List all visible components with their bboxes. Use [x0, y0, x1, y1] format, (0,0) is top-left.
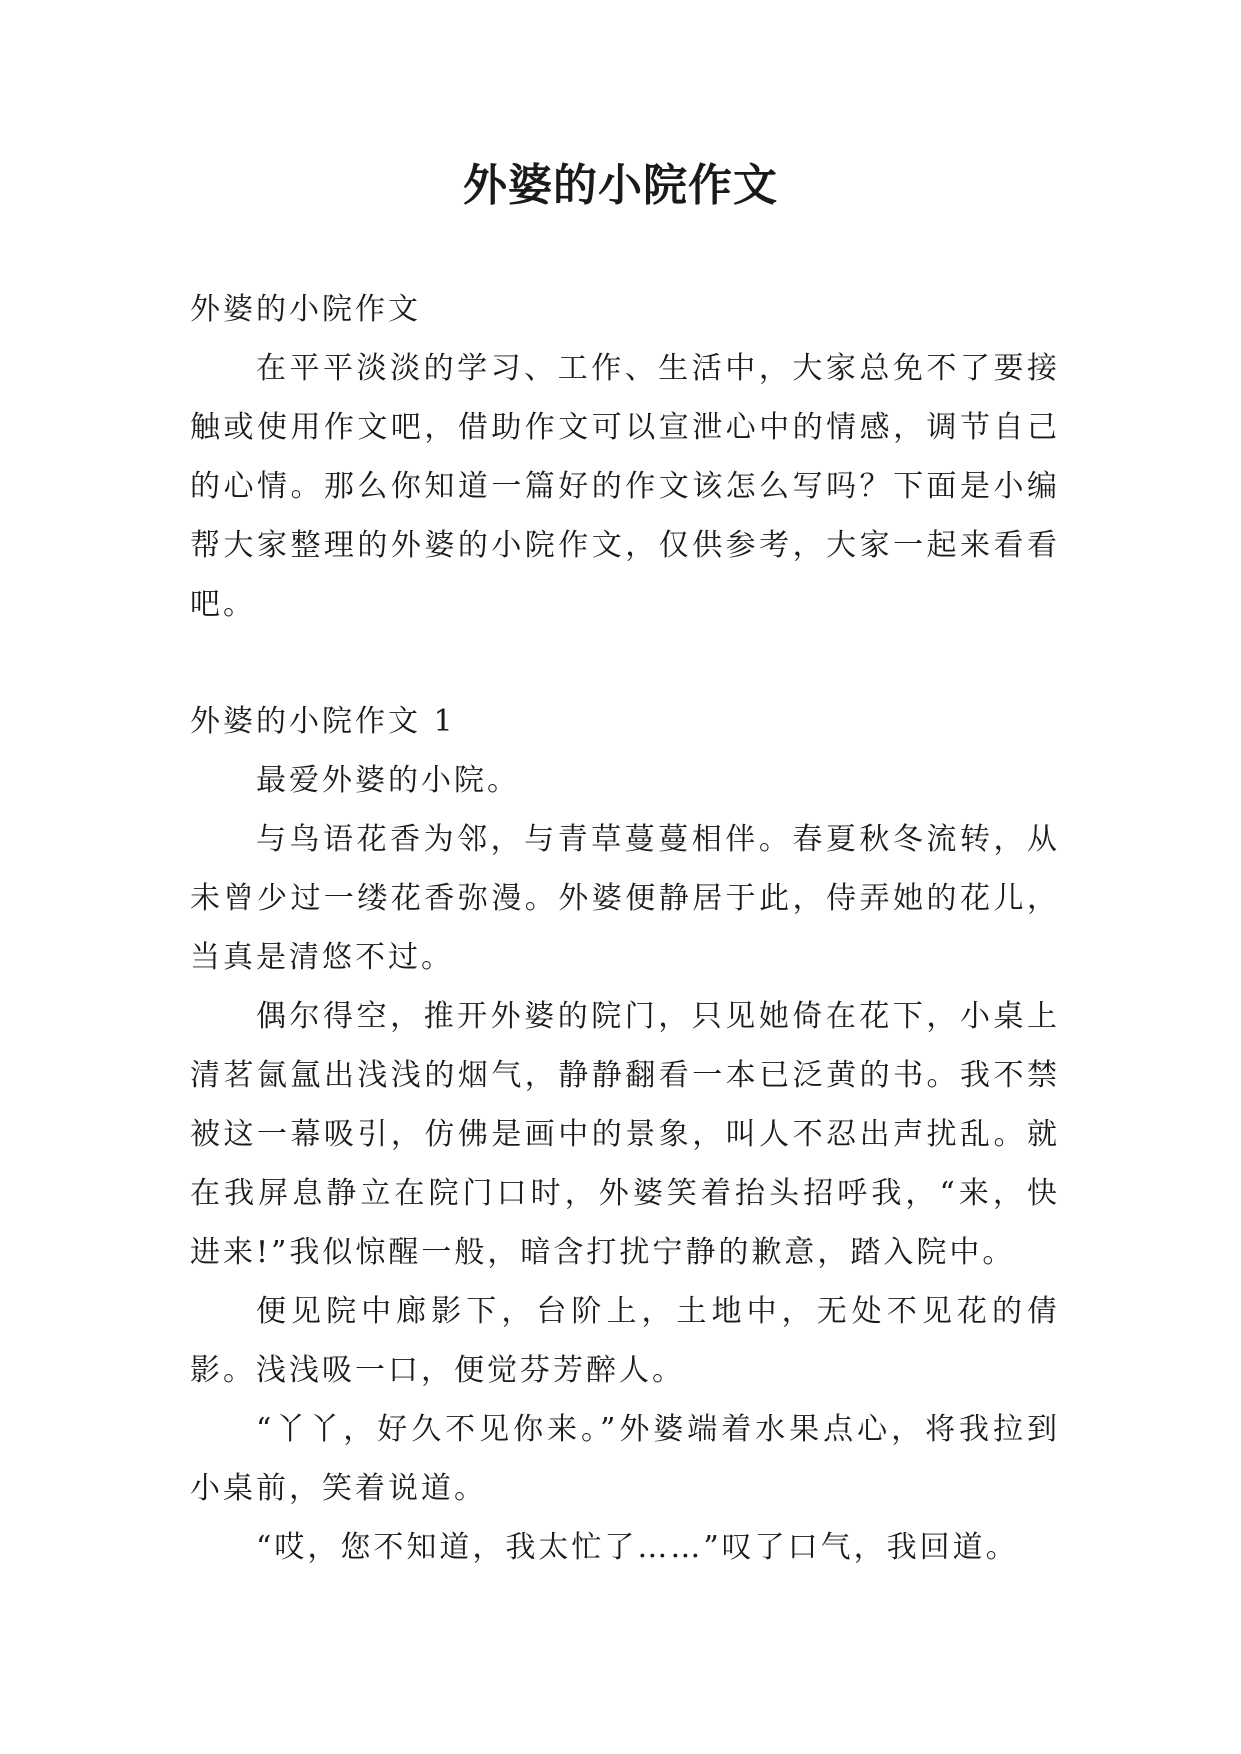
essay-1-paragraph-1: 最爱外婆的小院。 [256, 763, 520, 798]
section-spacer [190, 634, 1060, 692]
essay-1-paragraph-4: 便见院中廊影下，台阶上，土地中，无处不见花的倩影。浅浅吸一口，便觉芬芳醉人。 [190, 1294, 1060, 1388]
intro-paragraph: 在平平淡淡的学习、工作、生活中，大家总免不了要接触或使用作文吧，借助作文可以宣泄心中的情感，调节自己的心情。那么你知道一篇好的作文该怎么写吗？下面是小编帮大家整理的外婆的小院作文，仅供参考，大家一起来看看吧。 [190, 351, 1060, 622]
document-body [190, 280, 1060, 1577]
document-title: 外婆的小院作文 [463, 160, 778, 211]
essay-1-paragraph-5: “丫丫，好久不见你来。”外婆端着水果点心，将我拉到小桌前，笑着说道。 [190, 1412, 1060, 1506]
essay-1-heading: 外婆的小院作文 1 [190, 704, 456, 739]
essay-1-paragraph-3: 偶尔得空，推开外婆的院门，只见她倚在花下，小桌上清茗氤氲出浅浅的烟气，静静翻看一本已泛黄的书。我不禁被这一幕吸引，仿佛是画中的景象，叫人不忍出声扰乱。就在我屏息静立在院门口时，外婆笑着抬头招呼我，“来，快进来!”我似惊醒一般，暗含打扰宁静的歉意，踏入院中。 [190, 999, 1060, 1270]
essay-1-paragraph-6: “哎，您不知道，我太忙了……”叹了口气，我回道。 [256, 1530, 1019, 1565]
essay-1-paragraph-2: 与鸟语花香为邻，与青草蔓蔓相伴。春夏秋冬流转，从未曾少过一缕花香弥漫。外婆便静居于此，侍弄她的花儿，当真是清悠不过。 [190, 822, 1060, 975]
intro-heading: 外婆的小院作文 [190, 292, 421, 327]
